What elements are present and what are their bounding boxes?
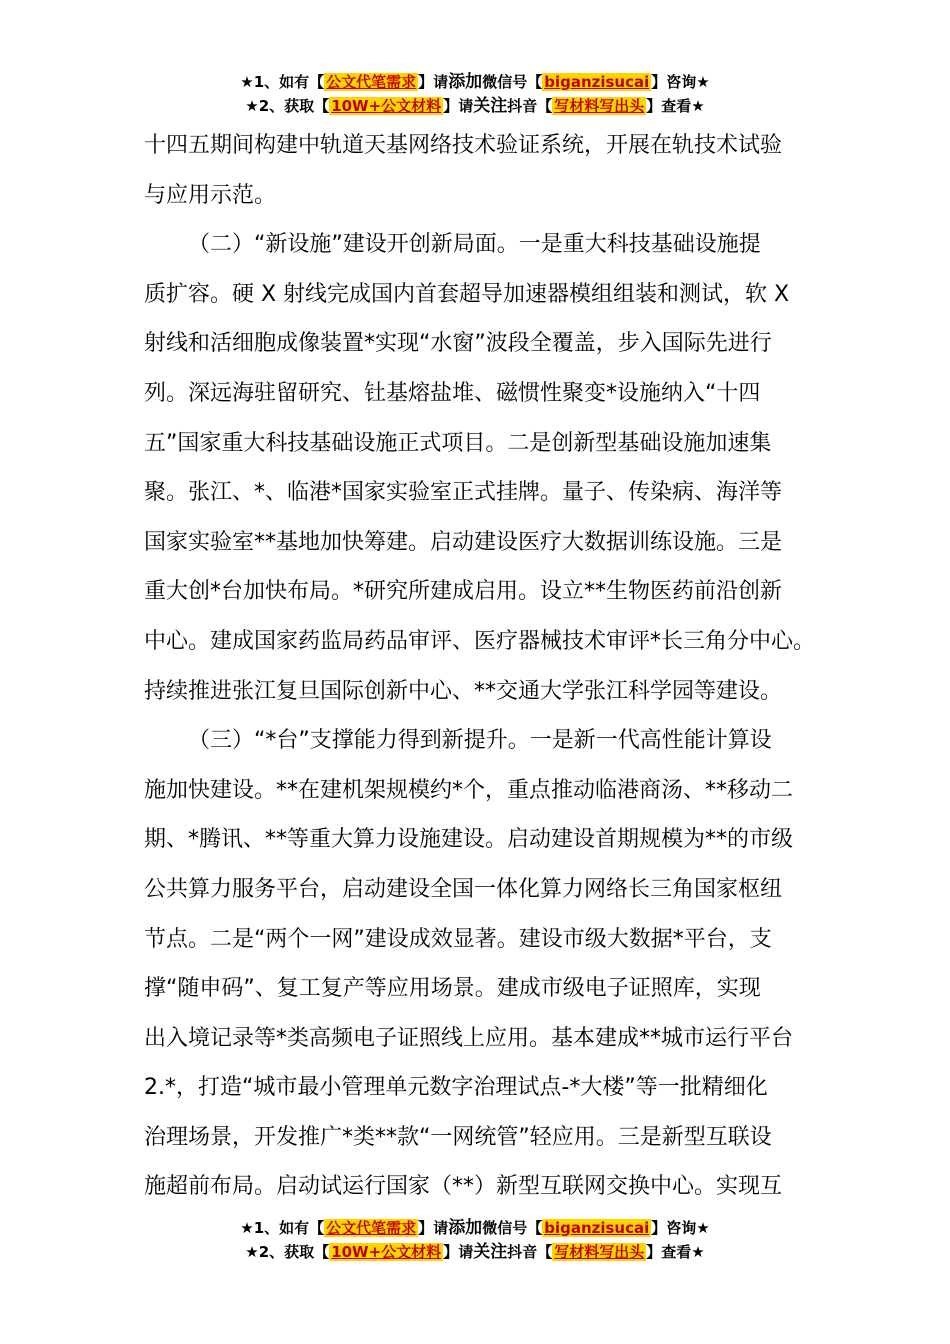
body-line: 射线和活细胞成像装置*实现“水窗”波段全覆盖，步入国际先进行 <box>144 331 772 357</box>
document-body <box>144 121 824 1212</box>
banner-text: 】查看★ <box>646 1243 705 1261</box>
banner-emphasis: 添加 <box>448 1218 483 1238</box>
banner-emphasis: 添加 <box>448 72 483 92</box>
footer-banner <box>0 1216 950 1264</box>
highlight-service: 公文代笔需求 <box>326 1219 417 1237</box>
banner-line-2 <box>0 94 950 118</box>
body-line: 列。深远海驻留研究、钍基熔盐堆、磁惯性聚变*设施纳入“十四 <box>144 380 761 406</box>
body-line: 出入境记录等*类高频电子证照线上应用。基本建成**城市运行平台 <box>144 1025 794 1051</box>
highlight-wechat-id: biganzisucai <box>544 1219 650 1237</box>
highlight-douyin-account: 写材料写出头 <box>554 1243 645 1261</box>
banner-text: 】请 <box>443 1243 474 1261</box>
body-line: 撑“随申码”、复工复产等应用场景。建成市级电子证照库，实现 <box>144 976 761 1002</box>
body-line: 施加快建设。**在建机架规模约*个，重点推动临港商汤、**移动二 <box>144 777 794 803</box>
banner-line-2 <box>0 1240 950 1264</box>
body-line: 中心。建成国家药监局药品审评、医疗器械技术审评*长三角分中心。 <box>144 628 816 654</box>
banner-line-1 <box>0 1216 950 1240</box>
body-line: 节点。二是“两个一网”建设成效显著。建设市级大数据*平台，支 <box>144 926 772 952</box>
body-line: 聚。张江、*、临港*国家实验室正式挂牌。量子、传染病、海洋等 <box>144 480 783 506</box>
body-line: 五”国家重大科技基础设施正式项目。二是创新型基础设施加速集 <box>144 430 772 456</box>
banner-text: 微信号【 <box>482 1219 543 1237</box>
body-line: 十四五期间构建中轨道天基网络技术验证系统，开展在轨技术试验 <box>144 133 783 158</box>
banner-text: ★2、获取【 <box>245 1243 330 1261</box>
banner-emphasis: 关注 <box>473 1242 508 1262</box>
header-banner <box>0 70 950 118</box>
banner-text: 抖音【 <box>507 97 553 115</box>
banner-text: 】咨询★ <box>651 1219 710 1237</box>
body-line: 施超前布局。启动试运行国家（**）新型互联网交换中心。实现互 <box>144 1174 783 1200</box>
banner-text: ★2、获取【 <box>245 97 330 115</box>
banner-text: 】请 <box>418 73 449 91</box>
banner-text: 】咨询★ <box>651 73 710 91</box>
banner-text: ★1、如有【 <box>240 73 325 91</box>
highlight-service: 公文代笔需求 <box>326 73 417 91</box>
banner-text: 】请 <box>443 97 474 115</box>
body-line: 与应用示范。 <box>144 182 277 208</box>
body-line: 治理场景，开发推广*类**款“一网统管”轻应用。三是新型互联设 <box>144 1124 772 1150</box>
highlight-materials: 10W+公文材料 <box>331 97 442 115</box>
banner-text: 】请 <box>418 1219 449 1237</box>
section-heading-line: （二）“新设施”建设开创新局面。一是重大科技基础设施提 <box>188 232 761 258</box>
banner-text: ★1、如有【 <box>240 1219 325 1237</box>
body-line: 2.*，打造“城市最小管理单元数字治理试点-*大楼”等一批精细化 <box>144 1075 768 1101</box>
highlight-wechat-id: biganzisucai <box>544 73 650 91</box>
body-line: 期、*腾讯、**等重大算力设施建设。启动建设首期规模为**的市级 <box>144 827 794 853</box>
banner-text: 】查看★ <box>646 97 705 115</box>
highlight-douyin-account: 写材料写出头 <box>554 97 645 115</box>
body-line: 公共算力服务平台，启动建设全国一体化算力网络长三角国家枢纽 <box>144 876 783 902</box>
section-heading-line: （三）“*台”支撑能力得到新提升。一是新一代高性能计算设 <box>188 728 772 754</box>
body-line: 质扩容。硬 X 射线完成国内首套超导加速器模组组装和测试，软 X <box>144 281 790 307</box>
highlight-materials: 10W+公文材料 <box>331 1243 442 1261</box>
body-line: 重大创*台加快布局。*研究所建成启用。设立**生物医药前沿创新 <box>144 579 783 605</box>
banner-emphasis: 关注 <box>473 96 508 116</box>
banner-text: 抖音【 <box>507 1243 553 1261</box>
body-line: 持续推进张江复旦国际创新中心、**交通大学张江科学园等建设。 <box>144 678 783 704</box>
banner-line-1 <box>0 70 950 94</box>
body-line: 国家实验室**基地加快筹建。启动建设医疗大数据训练设施。三是 <box>144 529 783 555</box>
banner-text: 微信号【 <box>482 73 543 91</box>
